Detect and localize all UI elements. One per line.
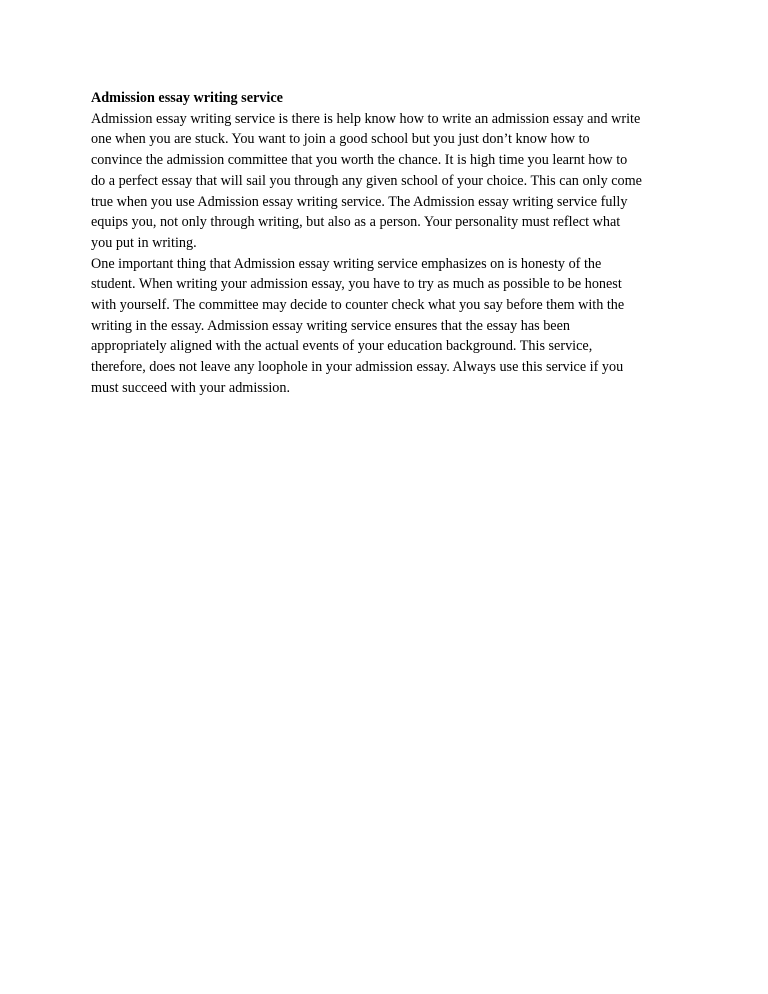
document-title: Admission essay writing service: [91, 90, 283, 106]
text-line: therefore, does not leave any loophole in your admission essay. Always use this service if you: [91, 359, 624, 376]
text-line: convince the admission committee that you worth the chance. It is high time you learnt how to: [91, 152, 628, 169]
text-line: student. When writing your admission essay, you have to try as much as possible to be honest: [91, 276, 622, 293]
text-line: do a perfect essay that will sail you through any given school of your choice. This can only come: [91, 172, 642, 189]
text-line: writing in the essay. Admission essay writing service ensures that the essay has been: [91, 317, 570, 334]
text-line: with yourself. The committee may decide to counter check what you say before them with the: [91, 297, 625, 314]
text-line: you put in writing.: [91, 234, 197, 251]
text-line: appropriately aligned with the actual events of your education background. This service,: [91, 338, 593, 355]
text-line: equips you, not only through writing, but also as a person. Your personality must reflect what: [91, 214, 621, 231]
text-line: must succeed with your admission.: [91, 379, 290, 396]
text-line: Admission essay writing service is there is help know how to write an admission essay and write: [91, 110, 641, 127]
text-line: one when you are stuck. You want to join a good school but you just don’t know how to: [91, 131, 590, 148]
text-line: true when you use Admission essay writing service. The Admission essay writing service fully: [91, 193, 628, 210]
text-line: One important thing that Admission essay writing service emphasizes on is honesty of the: [91, 255, 602, 272]
document-body: [91, 88, 681, 399]
